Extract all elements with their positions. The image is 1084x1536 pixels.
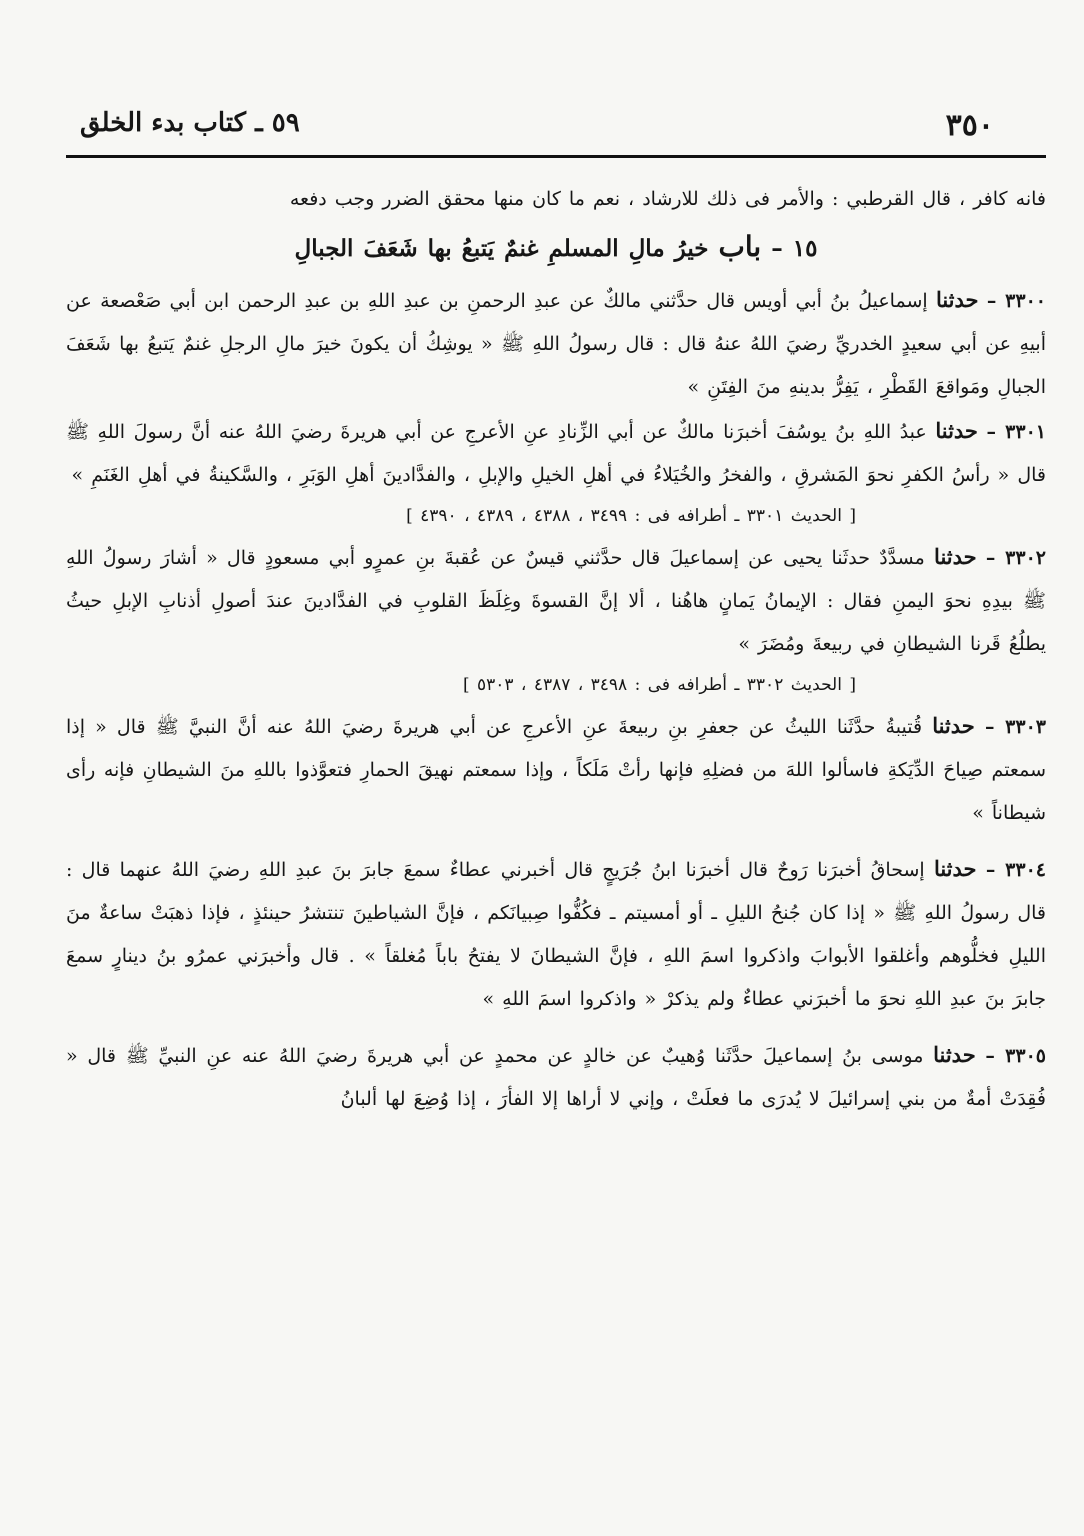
hadith-text: إسماعيلُ بنُ أبي أويس قال حدَّثني مالكٌ عن عبدِ الرحمنِ بن عبدِ اللهِ بن عبدِ الرحمن ابن أبي صَعْصعة عن أبيهِ عن أبي سعيدٍ الخدريِّ رضيَ اللهُ عنهُ قال : قال رسولُ اللهِ ﷺ « يوشِكُ أن يكونَ خيرَ مالِ الرجلِ غنمٌ يَتبعُ بها شَعَفَ الجبالِ ومَواقعَ القَطْرِ ، يَفِرُّ بدينهِ منَ الفِتَنِ »: [66, 290, 1046, 398]
hadith-number: ٣٣٠٢ –: [985, 547, 1046, 569]
hadith-text: مسدَّدٌ حدثَنا يحيى عن إسماعيلَ قال حدَّثني قيسٌ عن عُقبةَ بنِ عمرٍو أبي مسعودٍ قال « أشارَ رسولُ اللهِ ﷺ بيدِهِ نحوَ اليمنِ فقال : الإيمانُ يَمانٍ هاهُنا ، ألا إنَّ القسوةَ وغِلَظَ القلوبِ في الفدَّادينَ عندَ أصولِ أذنابِ الإبلِ حيثُ يطلُعُ قَرنا الشيطانِ في ربيعةَ ومُضَرَ »: [66, 547, 1046, 655]
hadith-reference: [ الحديث ٣٣٠٢ ـ أطرافه فى : ٣٤٩٨ ، ٤٣٨٧ ، ٥٣٠٣ ]: [462, 675, 856, 695]
hadith-text: موسى بنُ إسماعيلَ حدَّثَنا وُهيبٌ عن خالدٍ عن محمدٍ عن أبي هريرةَ رضيَ اللهُ عنه عنِ النبيِّ ﷺ قال « فُقِدَتْ أمةٌ من بني إسرائيلَ لا يُدرَى ما فعلَتْ ، وإني لا أراها إلا الفأرَ ، إذا وُضِعَ لها ألبانُ: [66, 1045, 1046, 1110]
hadith-number: ٣٣٠٠ –: [986, 290, 1046, 312]
hadith-3301: [66, 409, 1046, 497]
chapter-word: باب: [718, 230, 762, 263]
paragraph-spacer: [66, 835, 1046, 847]
haddathana-word: حدثنا: [932, 713, 975, 738]
hadith-3304: [66, 847, 1046, 1021]
hadith-text: قُتيبةُ حدَّثَنا الليثُ عن جعفرِ بنِ ربيعةَ عنِ الأعرجِ عن أبي هريرةَ رضيَ اللهُ عنه أنَّ النبيَّ ﷺ قال « إذا سمعتم صِياحَ الدِّيَكةِ فاسألوا اللهَ من فضلِهِ فإنها رأتْ مَلَكاً ، وإذا سمعتم نهيقَ الحمارِ فتعوَّذوا باللهِ منَ الشيطانِ فإنه رأى شيطاناً »: [66, 716, 1046, 824]
page-number: ٣٥٠: [945, 108, 994, 143]
haddathana-word: حدثنا: [935, 287, 979, 312]
hadith-number: ٣٣٠٣ –: [984, 716, 1046, 738]
section-title: ٥٩ ـ كتاب بدء الخلق: [80, 108, 300, 138]
page-header: [66, 100, 1046, 158]
hadith-text: عبدُ اللهِ بنُ يوسُفَ أخبرَنا مالكٌ عن أبي الزِّنادِ عنِ الأعرجِ عن أبي هريرةَ رضيَ اللهُ عنه أنَّ رسولَ اللهِ ﷺ قال « رأسُ الكفرِ نحوَ المَشرقِ ، والفخرُ والخُيَلاءُ في أهلِ الخيلِ والإبلِ ، والفدَّادينَ أهلِ الوَبَرِ ، والسَّكينةُ في أهلِ الغَنَمِ »: [66, 421, 1046, 486]
page-body: [66, 178, 1046, 1121]
hadith-number: ٣٣٠٤ –: [985, 859, 1046, 881]
hadith-number: ٣٣٠٥ –: [985, 1045, 1046, 1067]
haddathana-word: حدثنا: [935, 418, 978, 443]
header-rule: [66, 155, 1046, 158]
hadith-3305: [66, 1033, 1046, 1121]
intro-text: فانه كافر ، قال القرطبي : والأمر فى ذلك للارشاد ، نعم ما كان منها محقق الضرر وجب دفعه: [289, 188, 1046, 210]
hadith-3303: [66, 704, 1046, 835]
haddathana-word: حدثنا: [933, 1042, 976, 1067]
hadith-reference: [ الحديث ٣٣٠١ ـ أطرافه فى : ٣٤٩٩ ، ٤٣٨٨ ، ٤٣٨٩ ، ٤٣٩٠ ]: [406, 506, 856, 526]
hadith-3300: [66, 278, 1046, 409]
hadith-number: ٣٣٠١ –: [986, 421, 1046, 443]
hadith-text: إسحاقُ أخبرَنا رَوحٌ قال أخبرَنا ابنُ جُرَيجٍ قال أخبرني عطاءٌ سمعَ جابرَ بنَ عبدِ اللهِ رضيَ اللهُ عنهما قال : قال رسولُ اللهِ ﷺ « إذا كان جُنحُ الليلِ ـ أو أمسيتم ـ فكُفُّوا صِبيانَكم ، فإنَّ الشياطينَ تنتشرُ حينئذٍ ، فإذا ذهبَتْ ساعةٌ منَ الليلِ فخلُّوهم وأغلقوا الأبوابَ واذكروا اسمَ اللهِ ، فإنَّ الشيطانَ لا يفتحُ باباً مُغلقاً » . قال وأخبرَني عمرُو بنُ دينارٍ سمعَ جابرَ بنَ عبدِ اللهِ نحوَ ما أخبرَني عطاءٌ ولم يذكرْ « واذكروا اسمَ اللهِ »: [66, 859, 1046, 1010]
chapter-number: ١٥ –: [771, 235, 818, 262]
chapter-title: خيرُ مالِ المسلمِ غنمٌ يَتبعُ بها شَعَفَ الجبالِ: [294, 235, 709, 262]
haddathana-word: حدثنا: [933, 856, 977, 881]
haddathana-word: حدثنا: [934, 544, 977, 569]
hadith-3302: [66, 535, 1046, 666]
paragraph-spacer: [66, 1021, 1046, 1033]
chapter-heading: [66, 221, 1046, 278]
